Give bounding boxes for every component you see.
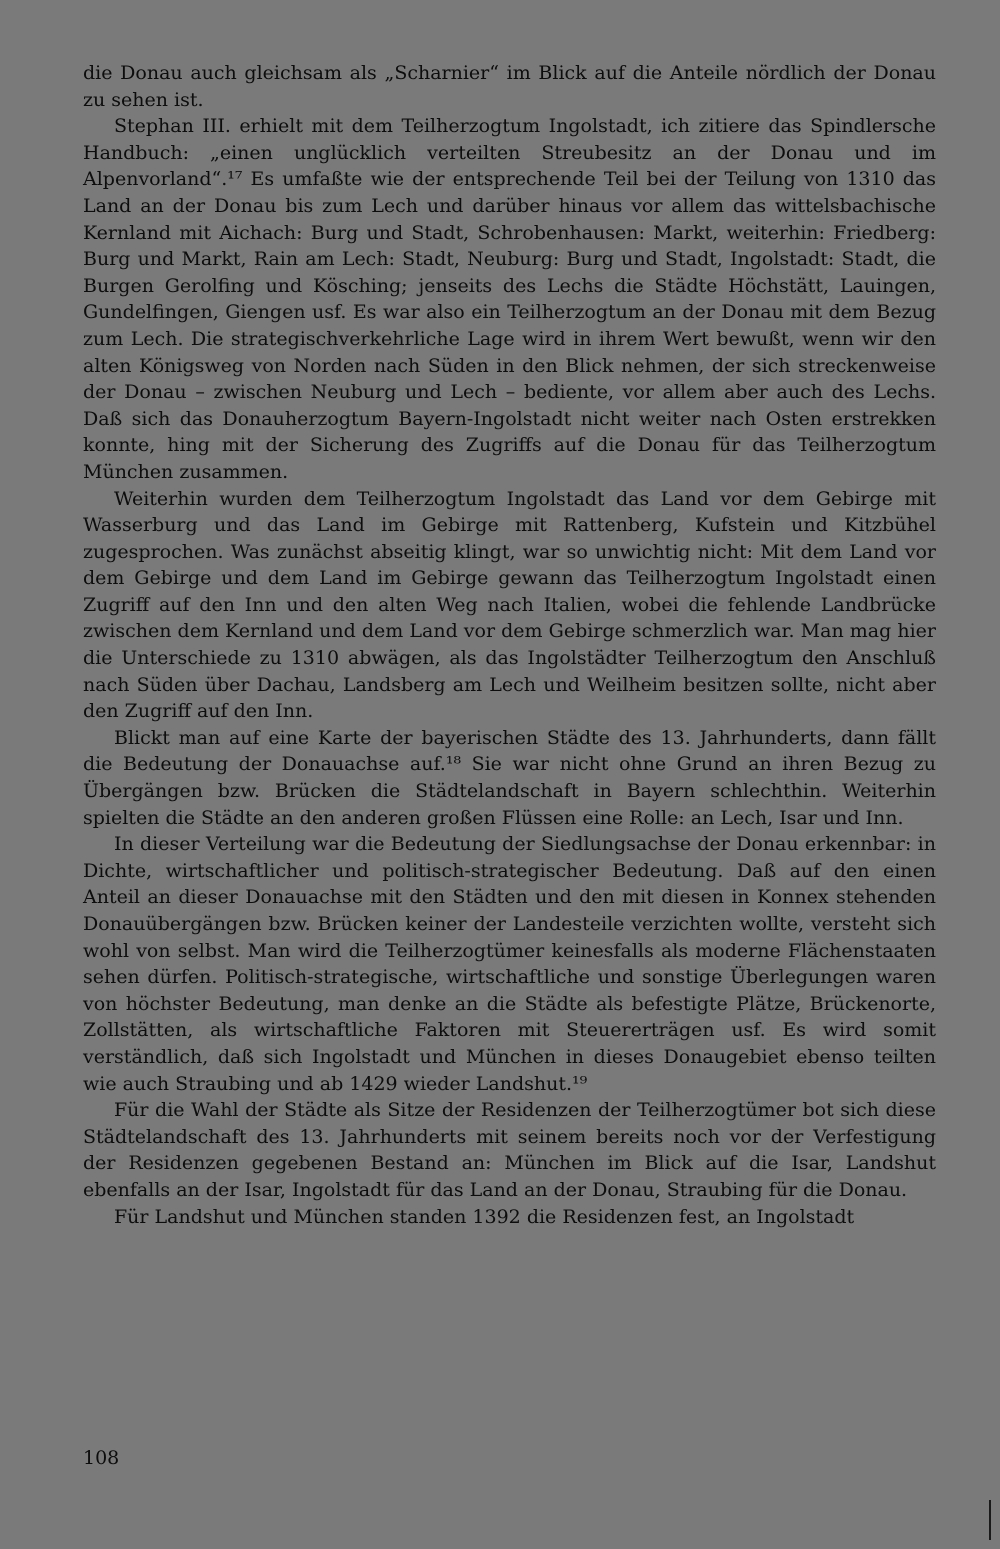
paragraph-verteilung: In dieser Verteilung war die Bedeutung der Siedlungsachse der Donau erkennbar: in Dichte, wirtschaftlicher und politisch-strategischer Bedeutung. Daß auf den einen Anteil an dieser Donauachse mit den Städten und den mit diesen in Konnex stehenden Donauübergängen bzw. Brücken keiner der Landesteile verzichten wollte, versteht sich wohl von selbst. Man wird die Teilherzogtümer keinesfalls als moderne Flächenstaaten sehen dürfen. Politisch-strategische, wirtschaftliche und sonstige Überlegungen waren von höchster Bedeutung, man denke an die Städte als befestigte Plätze, Brückenorte, Zollstätten, als wirtschaftliche Faktoren mit Steuererträgen usf. Es wird somit verständlich, daß sich Ingolstadt und München in dieses Donaugebiet ebenso teilten wie auch Straubing und ab 1429 wieder Landshut.¹⁹ — [83, 833, 936, 1095]
paragraph-residenzen: Für die Wahl der Städte als Sitze der Residenzen der Teilherzogtümer bot sich diese Städtelandschaft des 13. Jahrhunderts mit seinem bereits noch vor der Verfestigung der Residenzen gegebenen Bestand an: München im Blick auf die Isar, Landshut ebenfalls an der Isar, Ingolstadt für das Land an der Donau, Straubing für die Donau. — [83, 1099, 936, 1201]
page-number: 108 — [83, 1447, 120, 1469]
paragraph-landshut-muenchen: Für Landshut und München standen 1392 die Residenzen fest, an Ingolstadt — [114, 1205, 855, 1228]
body-text — [83, 60, 936, 1230]
scan-edge-mark — [989, 1500, 991, 1540]
paragraph-karte-staedte: Blickt man auf eine Karte der bayerischen Städte des 13. Jahrhunderts, dann fällt die Bedeutung der Donauachse auf.¹⁸ Sie war nicht ohne Grund an ihren Bezug zu Übergängen bzw. Brücken die Städtelandschaft in Bayern schlechthin. Weiterhin spielten die Städte an den anderen großen Flüssen eine Rolle: an Lech, Isar und Inn. — [83, 726, 936, 829]
paragraph-continuation: die Donau auch gleichsam als „Scharnier“ im Blick auf die Anteile nördlich der Donau zu sehen ist. — [83, 62, 936, 111]
paragraph-weiterhin: Weiterhin wurden dem Teilherzogtum Ingolstadt das Land vor dem Gebirge mit Wasserburg und das Land im Gebirge mit Rattenberg, Kufstein und Kitzbühel zugesprochen. Was zunächst abseitig klingt, war so unwichtig nicht: Mit dem Land vor dem Gebirge und dem Land im Gebirge gewann das Teilherzogtum Ingolstadt einen Zugriff auf den Inn und den alten Weg nach Italien, wobei die fehlende Landbrücke zwischen dem Kernland und dem Land vor dem Gebirge schmerzlich war. Man mag hier die Unterschiede zu 1310 abwägen, als das Ingolstädter Teilherzogtum den Anschluß nach Süden über Dachau, Landsberg am Lech und Weilheim besitzen sollte, nicht aber den Zugriff auf den Inn. — [83, 487, 936, 723]
paragraph-stephan-iii: Stephan III. erhielt mit dem Teilherzogtum Ingolstadt, ich zitiere das Spindlersche Handbuch: „einen unglücklich verteilten Streubesitz an der Donau und im Alpenvorland“.¹⁷ Es umfaßte wie der entsprechende Teil bei der Teilung von 1310 das Land an der Donau bis zum Lech und darüber hinaus vor allem das wittelsbachische Kernland mit Aichach: Burg und Stadt, Schrobenhausen: Markt, weiterhin: Friedberg: Burg und Markt, Rain am Lech: Stadt, Neuburg: Burg und Stadt, Ingolstadt: Stadt, die Burgen Gerolfing und Kösching; jenseits des Lechs die Städte Höchstätt, Lauingen, Gundelfingen, Giengen usf. Es war also ein Teilherzogtum an der Donau mit dem Bezug zum Lech. Die strategischverkehrliche Lage wird in ihrem Wert bewußt, wenn wir den alten Königsweg von Norden nach Süden in den Blick nehmen, der sich streckenweise der Donau – zwischen Neuburg und Lech – bediente, vor allem aber auch des Lechs. Daß sich das Donauherzogtum Bayern-Ingolstadt nicht weiter nach Osten erstrekken konnte, hing mit der Sicherung des Zugriffs auf die Donau für das Teilherzogtum München zusammen. — [83, 115, 936, 483]
